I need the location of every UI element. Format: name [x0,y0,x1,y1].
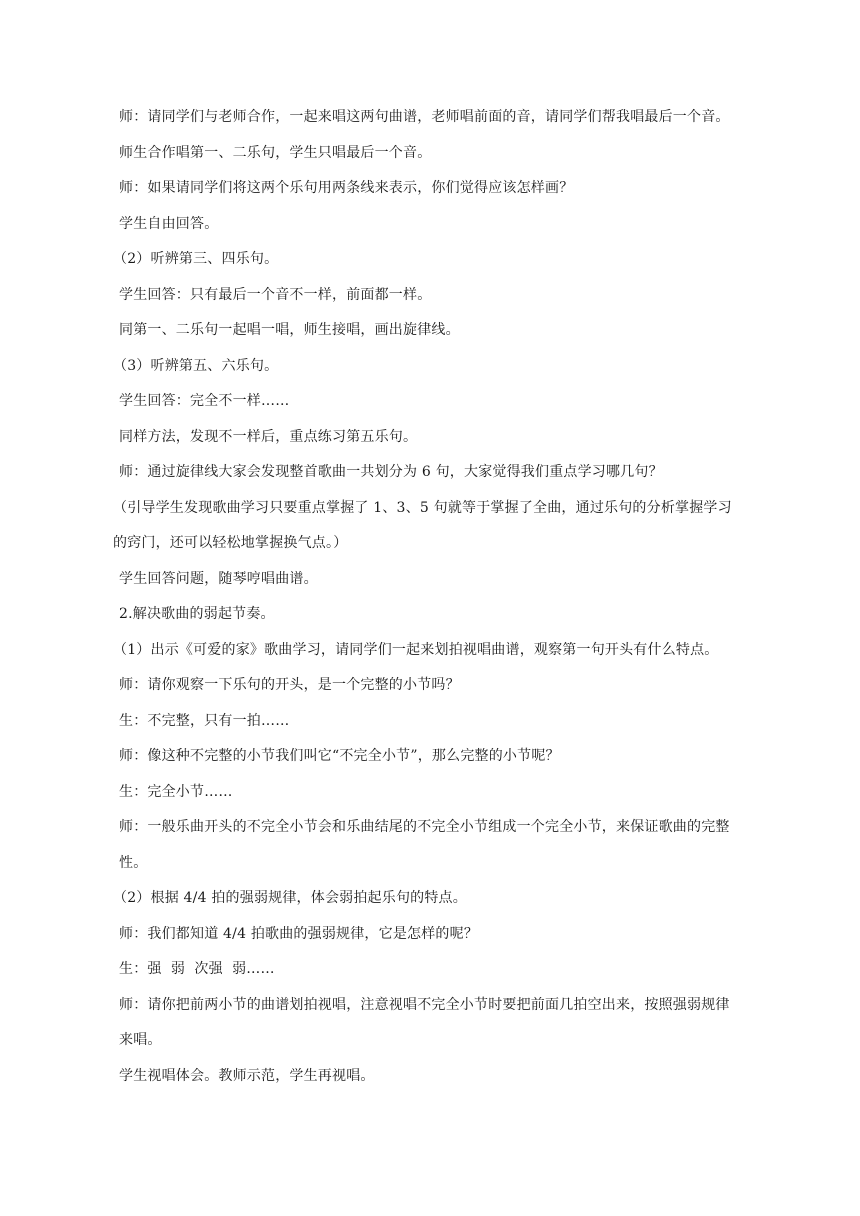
paragraph-step-3-listen: （3）听辨第五、六乐句。 [113,357,279,374]
paragraph-practice-fifth: 同样方法，发现不一样后，重点练习第五乐句。 [119,428,418,445]
paragraph-student-sight-sing: 学生视唱体会。教师示范，学生再视唱。 [119,1067,375,1084]
paragraph-teacher-cooperate: 师：请同学们与老师合作，一起来唱这两句曲谱，老师唱前面的音，请同学们帮我唱最后一个音。 [119,109,730,125]
paragraph-student-complete-bar: 生：完全小节…… [119,783,233,800]
paragraph-meter-question: 师：我们都知道 4/4 拍歌曲的强弱规律，它是怎样的呢？ [119,925,479,942]
paragraph-incomplete-bar-definition: 师：像这种不完整的小节我们叫它“不完全小节”，那么完整的小节呢？ [119,748,560,764]
paragraph-student-answer-different: 学生回答：完全不一样…… [119,393,290,409]
paragraph-six-phrases-question: 师：通过旋律线大家会发现整首歌曲一共划分为 6 句，大家觉得我们重点学习哪几句？ [119,464,663,480]
paragraph-hum-score: 学生回答问题，随琴哼唱曲谱。 [119,570,318,587]
paragraph-free-answer: 学生自由回答。 [119,215,219,232]
paragraph-step-1-show-song: （1）出示《可爱的家》歌曲学习，请同学们一起来划拍视唱曲谱，观察第一句开头有什么特点。 [113,641,719,658]
paragraph-student-strong-weak: 生：强 弱 次强 弱…… [119,961,275,977]
paragraph-sing-together: 师生合作唱第一、二乐句，学生只唱最后一个音。 [119,144,432,161]
paragraph-draw-melody-line: 同第一、二乐句一起唱一唱，师生接唱，画出旋律线。 [119,322,460,338]
paragraph-draw-lines-question: 师：如果请同学们将这两个乐句用两条线来表示，你们觉得应该怎样画？ [119,180,574,196]
paragraph-student-answer-last-note: 学生回答：只有最后一个音不一样，前面都一样。 [119,286,432,303]
paragraph-complete-bar-question: 师：请你观察一下乐句的开头，是一个完整的小节吗？ [119,677,460,693]
paragraph-bar-combination: 师：一般乐曲开头的不完全小节会和乐曲结尾的不完全小节组成一个完全小节，来保证歌曲的完整性。 [119,819,730,871]
paragraph-student-incomplete: 生：不完整，只有一拍…… [119,712,290,729]
section-heading-upbeat-rhythm: 2.解决歌曲的弱起节奏。 [119,606,275,622]
paragraph-guide-note: （引导学生发现歌曲学习只要重点掌握了 1、3、5 句就等于掌握了全曲，通过乐句的分析掌握学习的窍门，还可以轻松地掌握换气点。） [113,499,732,551]
paragraph-step-2-listen: （2）听辨第三、四乐句。 [113,251,279,267]
document-body [113,100,739,1094]
paragraph-step-2-meter: （2）根据 4/4 拍的强弱规律，体会弱拍起乐句的特点。 [113,890,467,906]
paragraph-sight-sing-instruction: 师：请你把前两小节的曲谱划拍视唱，注意视唱不完全小节时要把前面几拍空出来，按照强弱规律来唱。 [119,996,730,1048]
